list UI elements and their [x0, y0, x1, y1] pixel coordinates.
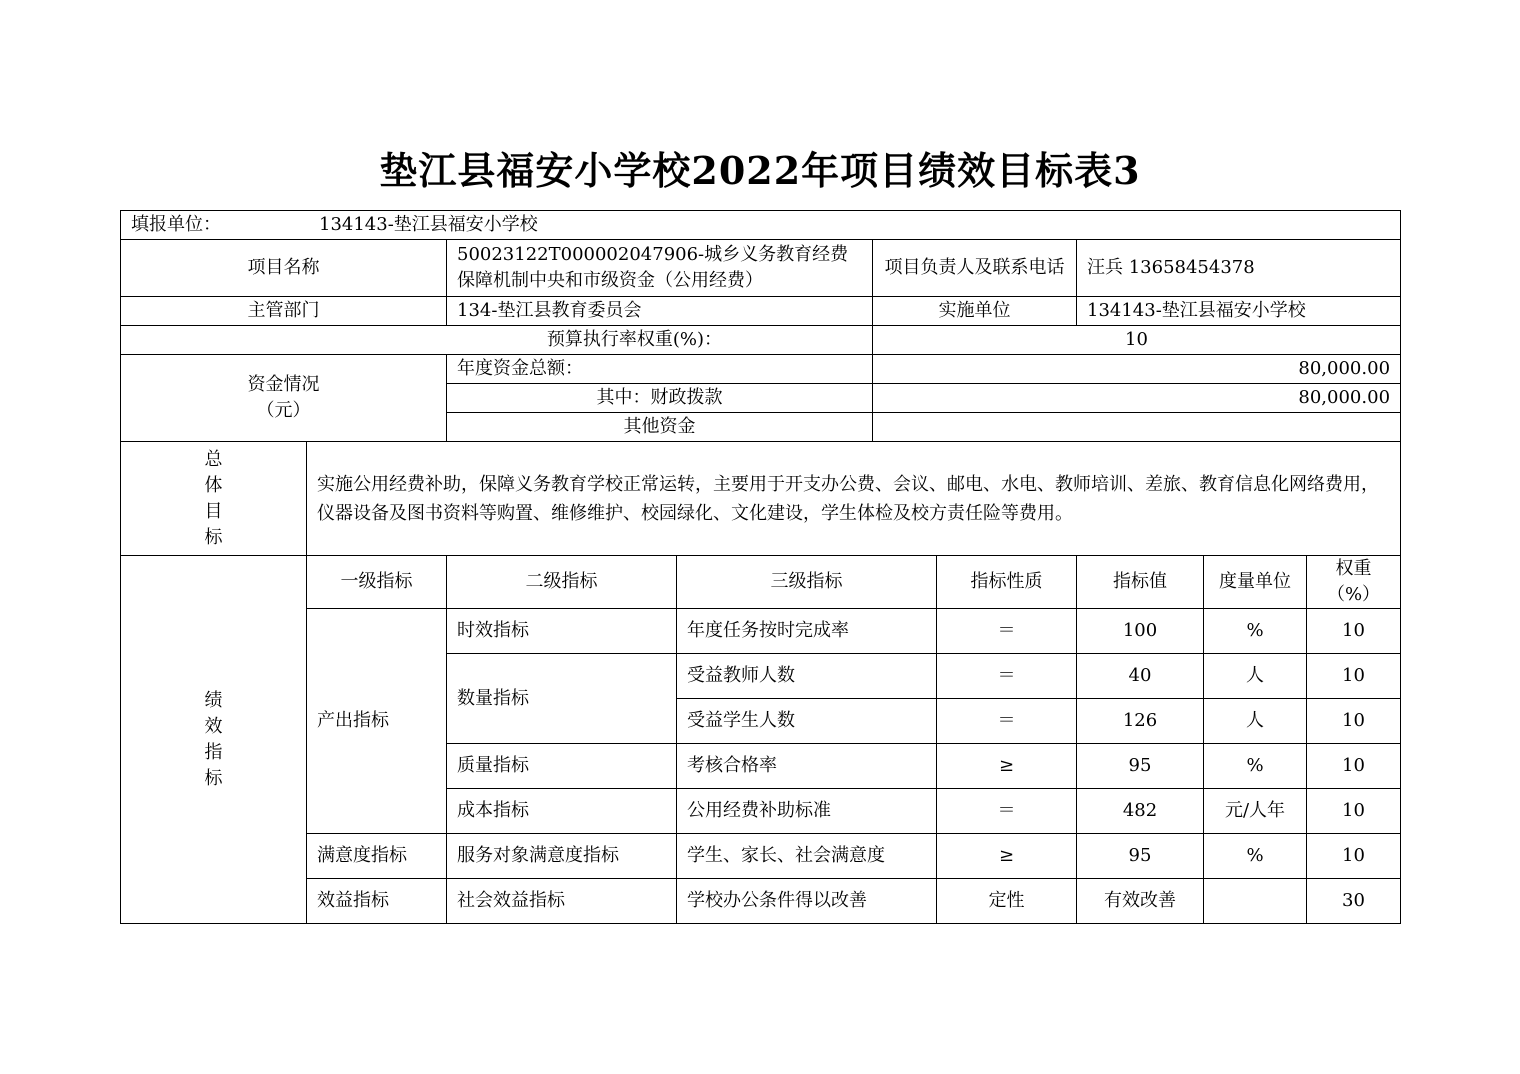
weight-cell: 10 [1307, 699, 1401, 744]
funds-label [121, 355, 447, 442]
dept-label: 主管部门 [121, 297, 447, 326]
header-value: 指标值 [1077, 556, 1204, 609]
goal-label-char: 总 [204, 448, 223, 470]
weight-cell: 10 [1307, 744, 1401, 789]
header-nature: 指标性质 [937, 556, 1077, 609]
table-row [121, 879, 1401, 924]
header-level3: 三级指标 [677, 556, 937, 609]
value-cell: 126 [1077, 699, 1204, 744]
perf-label [121, 556, 307, 924]
fill-unit-row [121, 211, 1401, 240]
funds-label-line1: 资金情况 [247, 374, 320, 395]
nature-cell: ＝ [937, 654, 1077, 699]
header-level1: 一级指标 [307, 556, 447, 609]
level3-cell: 考核合格率 [677, 744, 937, 789]
level3-cell: 受益学生人数 [677, 699, 937, 744]
perf-header-row [121, 556, 1401, 609]
nature-cell: 定性 [937, 879, 1077, 924]
value-cell: 482 [1077, 789, 1204, 834]
header-level2: 二级指标 [447, 556, 677, 609]
value-cell: 40 [1077, 654, 1204, 699]
unit-cell: % [1204, 834, 1307, 879]
funds-fiscal-value: 80,000.00 [873, 384, 1401, 413]
project-name-label: 项目名称 [121, 240, 447, 297]
goal-row [121, 442, 1401, 556]
funds-total-value: 80,000.00 [873, 355, 1401, 384]
perf-label-char: 标 [204, 767, 223, 789]
dept-value: 134-垫江县教育委员会 [447, 297, 873, 326]
level1-benefit: 效益指标 [307, 879, 447, 924]
table-row [121, 609, 1401, 654]
weight-cell: 10 [1307, 834, 1401, 879]
level3-cell: 受益教师人数 [677, 654, 937, 699]
unit-cell: 人 [1204, 654, 1307, 699]
header-unit: 度量单位 [1204, 556, 1307, 609]
perf-label-char: 绩 [204, 689, 223, 711]
responsible-value: 汪兵 13658454378 [1077, 240, 1401, 297]
weight-cell: 10 [1307, 609, 1401, 654]
table-row [121, 834, 1401, 879]
funds-total-label: 年度资金总额： [447, 355, 873, 384]
perf-label-char: 指 [204, 741, 223, 763]
value-cell: 95 [1077, 834, 1204, 879]
funds-other-value [873, 413, 1401, 442]
level2-cell: 时效指标 [447, 609, 677, 654]
header-weight: 权重（%） [1307, 556, 1401, 609]
level2-cell: 服务对象满意度指标 [447, 834, 677, 879]
level3-cell: 学校办公条件得以改善 [677, 879, 937, 924]
level2-cell: 社会效益指标 [447, 879, 677, 924]
level1-output: 产出指标 [307, 609, 447, 834]
project-name-value: 50023122T000002047906-城乡义务教育经费保障机制中央和市级资金（公用经费） [447, 240, 873, 297]
unit-cell: % [1204, 609, 1307, 654]
nature-cell: ＝ [937, 609, 1077, 654]
goal-label-char: 目 [204, 500, 223, 522]
funds-fiscal-label: 其中：财政拨款 [447, 384, 873, 413]
goal-text: 实施公用经费补助，保障义务教育学校正常运转，主要用于开支办公费、会议、邮电、水电、教师培训、差旅、教育信息化网络费用，仪器设备及图书资料等购置、维修维护、校园绿化、文化建设，学生体检及校方责任险等费用。 [307, 442, 1401, 556]
level2-cell: 成本指标 [447, 789, 677, 834]
level2-cell: 质量指标 [447, 744, 677, 789]
dept-row [121, 297, 1401, 326]
nature-cell: ＝ [937, 699, 1077, 744]
level3-cell: 学生、家长、社会满意度 [677, 834, 937, 879]
value-cell: 95 [1077, 744, 1204, 789]
weight-cell: 10 [1307, 789, 1401, 834]
unit-cell [1204, 879, 1307, 924]
value-cell: 有效改善 [1077, 879, 1204, 924]
weight-cell: 30 [1307, 879, 1401, 924]
fill-unit-value: 134143-垫江县福安小学校 [319, 214, 538, 235]
budget-weight-row [121, 326, 1401, 355]
goal-label-char: 标 [204, 526, 223, 548]
unit-cell: 人 [1204, 699, 1307, 744]
nature-cell: ≥ [937, 744, 1077, 789]
perf-label-char: 效 [204, 715, 223, 737]
fill-unit-label: 填报单位： [131, 214, 221, 235]
nature-cell: ≥ [937, 834, 1077, 879]
level3-cell: 年度任务按时完成率 [677, 609, 937, 654]
goal-label [121, 442, 307, 556]
impl-unit-value: 134143-垫江县福安小学校 [1077, 297, 1401, 326]
funds-other-label: 其他资金 [447, 413, 873, 442]
unit-cell: 元/人年 [1204, 789, 1307, 834]
budget-weight-value: 10 [873, 326, 1401, 355]
unit-cell: % [1204, 744, 1307, 789]
page-title: 垫江县福安小学校2022年项目绩效目标表3 [379, 148, 1141, 193]
performance-target-table [120, 210, 1401, 924]
value-cell: 100 [1077, 609, 1204, 654]
funds-label-line2: （元） [256, 400, 311, 421]
funds-total-row [121, 355, 1401, 384]
weight-cell: 10 [1307, 654, 1401, 699]
nature-cell: ＝ [937, 789, 1077, 834]
budget-weight-label: 预算执行率权重(%)： [121, 326, 873, 355]
fill-unit-cell [121, 211, 1401, 240]
responsible-label: 项目负责人及联系电话 [873, 240, 1077, 297]
level3-cell: 公用经费补助标准 [677, 789, 937, 834]
impl-unit-label: 实施单位 [873, 297, 1077, 326]
project-name-row [121, 240, 1401, 297]
level1-satisfaction: 满意度指标 [307, 834, 447, 879]
level2-cell: 数量指标 [447, 654, 677, 744]
goal-label-char: 体 [204, 474, 223, 496]
